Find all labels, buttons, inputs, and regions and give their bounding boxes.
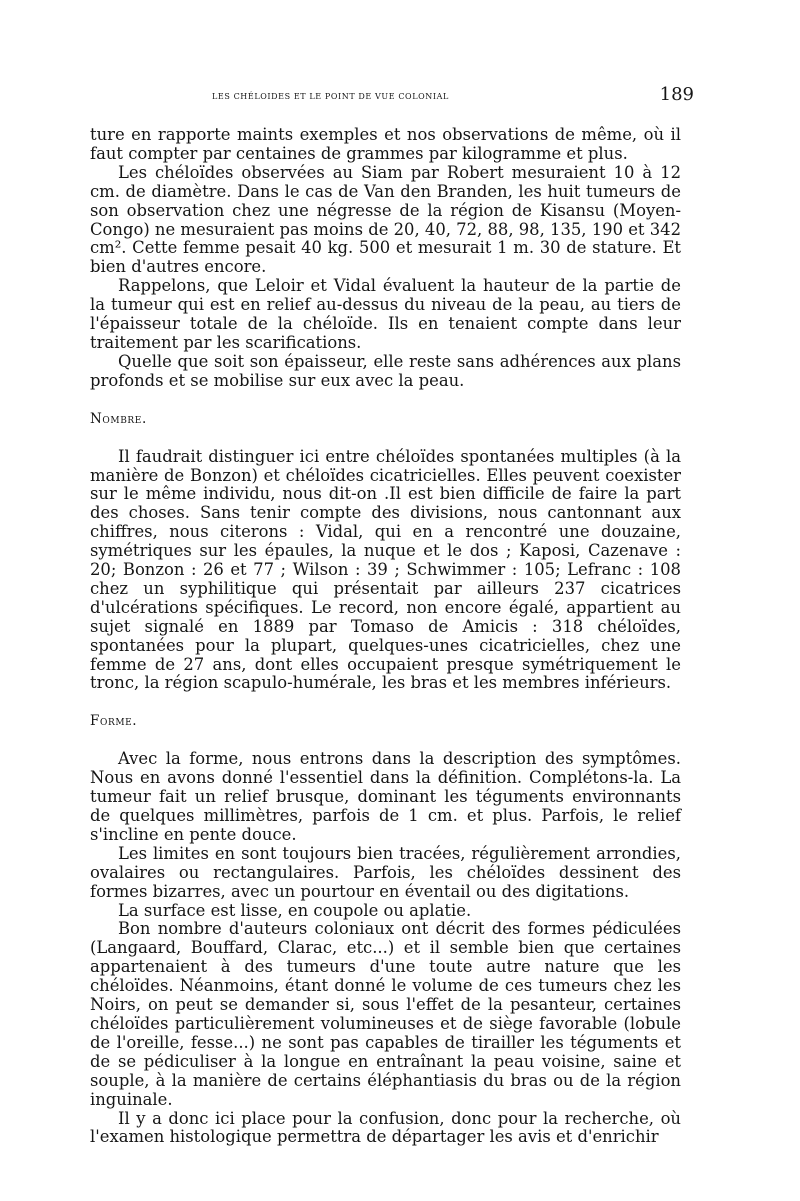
- paragraph-leloir-vidal: Rappelons, que Leloir et Vidal évaluent la hauteur de la partie de la tumeur qui est en relief au-dessus du niveau de la peau, au tiers de l'épaisseur totale de la chéloïde. Ils en tenaient compte dans leur traitement par les scarifications.: [90, 276, 681, 352]
- paragraph-limits: Les limites en sont toujours bien tracées, régulièrement arrondies, ovalaires ou rectangulaires. Parfois, les chéloïdes dessinent des formes bizarres, avec un pourtour en éventail ou des digitations.: [90, 843, 681, 901]
- paragraph-thickness: Quelle que soit son épaisseur, elle reste sans adhérences aux plans profonds et se mobilise sur eux avec la peau.: [90, 351, 681, 390]
- paragraph-siam-dimensions: Les chéloïdes observées au Siam par Robert mesuraient 10 à 12 cm. de diamètre. Dans le cas de Van den Branden, les huit tumeurs de son observation chez une négresse de la région de Kisansu (Moyen-Congo) ne mesuraient pas moins de 20, 40, 72, 88, 98, 135, 190 et 342 cm². Cette femme pesait 40 kg. 500 et mesurait 1 m. 30 de stature. Et bien d'autres encore.: [90, 162, 681, 277]
- paragraph-confusion: Il y a donc ici place pour la confusion, donc pour la recherche, où l'examen histologique permettra de départager les avis et d'enrichir: [90, 1108, 681, 1147]
- spacer: [90, 731, 681, 750]
- spacer: [90, 429, 681, 448]
- paragraph-number-count: Il faudrait distinguer ici entre chéloïdes spontanées multiples (à la manière de Bonzon) et chéloïdes cicatricielles. Elles peuvent coexister sur le même individu, nous dit-on .Il est bien difficile de faire la part des choses. Sans tenir compte des divisions, nous cantonnant aux chiffres, nous citerons : Vidal, qui en a rencontré une douzaine, symétriques sur les épaules, la nuque et le dos ; Kaposi, Cazenave : 20; Bonzon : 26 et 77 ; Wilson : 39 ; Schwimmer : 105; Lefranc : 108 chez un syphilitique qui présentait par ailleurs 237 cicatrices d'ulcérations spécifiques. Le record, non encore égalé, appartient au sujet signalé en 1889 par Tomaso de Amicis : 318 chéloïdes, spontanées pour la plupart, quelques-unes cicatricielles, chez une femme de 27 ans, dont elles occupaient presque symétriquement le tronc, la région scapulo-humérale, les bras et les membres inférieurs.: [90, 446, 681, 693]
- paragraph-form-description: Avec la forme, nous entrons dans la description des symptômes. Nous en avons donné l'essentiel dans la définition. Complétons-la. La tumeur fait un relief brusque, dominant les téguments environnants de quelques millimètres, parfois de 1 cm. et plus. Parfois, le relief s'incline en pente douce.: [90, 749, 681, 844]
- running-title: les chéloides et le point de vue colonial: [212, 88, 449, 102]
- body-text: [90, 126, 681, 1147]
- section-heading-forme: Forme.: [90, 713, 138, 730]
- paragraph-continuation: ture en rapporte maints exemples et nos observations de même, où il faut compter par centaines de grammes par kilogramme et plus.: [90, 125, 681, 163]
- spacer: [90, 391, 681, 410]
- paragraph-surface: La surface est lisse, en coupole ou aplatie.: [118, 900, 472, 920]
- section-heading-nombre: Nombre.: [90, 410, 147, 427]
- spacer: [90, 693, 681, 712]
- running-head: [90, 86, 706, 110]
- page-number: 189: [659, 84, 694, 105]
- paragraph-pediculated-forms: Bon nombre d'auteurs coloniaux ont décrit des formes pédiculées (Langaard, Bouffard, Clarac, etc...) et il semble bien que certaines appartenaient à des tumeurs d'une toute autre nature que les chéloïdes. Néanmoins, étant donné le volume de ces tumeurs chez les Noirs, on peut se demander si, sous l'effet de la pesanteur, certaines chéloïdes particulièrement volumineuses et de siège favorable (lobule de l'oreille, fesse...) ne sont pas capables de tirailler les téguments et de se pédiculiser à la longue en entraînant la peau voisine, saine et souple, à la manière de certains éléphantiasis du bras ou de la région inguinale.: [90, 919, 681, 1109]
